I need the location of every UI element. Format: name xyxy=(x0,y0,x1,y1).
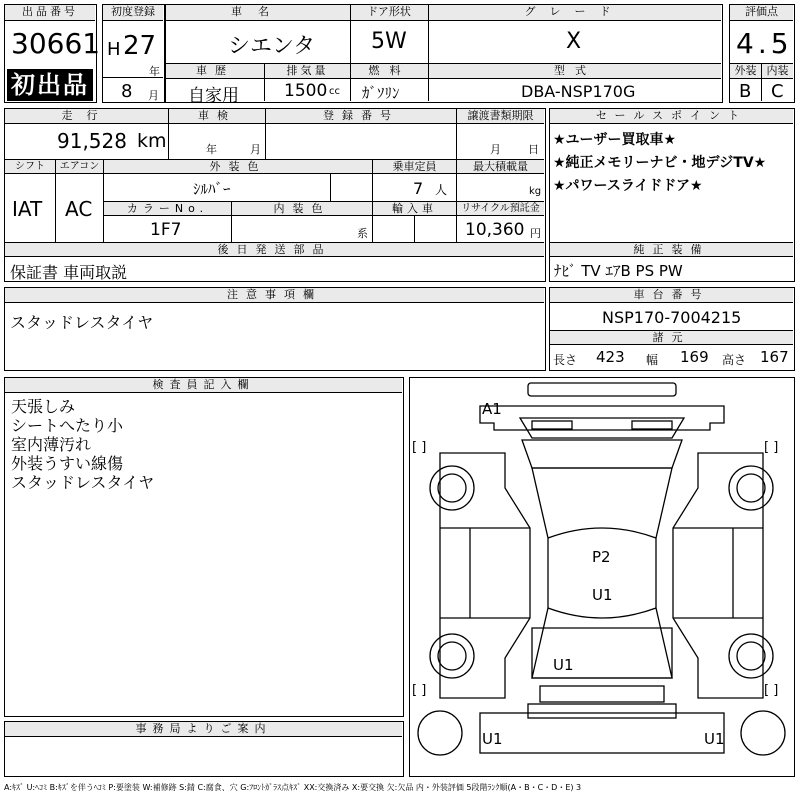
bracket-br: [ ] xyxy=(764,683,779,698)
score-value: 4.5 xyxy=(736,27,793,60)
grade-label: グレード xyxy=(428,5,721,21)
colorno-value: 1F7 xyxy=(150,220,182,240)
recycle-unit: 円 xyxy=(530,227,541,240)
model-value: DBA-NSP170G xyxy=(521,82,636,101)
mileage-value: 91,528 xyxy=(57,129,127,153)
mark-u1-left: U1 xyxy=(482,730,503,748)
intcolor-label: 内装色 xyxy=(232,202,372,216)
door-label: ドア形状 xyxy=(350,5,428,21)
year: 27 xyxy=(123,31,157,61)
bracket-tr: [ ] xyxy=(764,440,779,455)
later-label: 後日発送部品 xyxy=(5,243,544,257)
door-value: 5W xyxy=(371,29,407,54)
capacity-value: 7 xyxy=(413,179,424,198)
mark-u1-rear: U1 xyxy=(553,656,574,674)
later-value: 保証書 車両取説 xyxy=(10,263,128,282)
grade-value: X xyxy=(566,29,582,54)
score-box xyxy=(729,4,795,103)
sales-line-3: ★パワースライドドア★ xyxy=(553,178,703,194)
sales-line-2: ★純正メモリーナビ・地デジTV★ xyxy=(553,155,767,171)
mark-u1-right: U1 xyxy=(704,730,725,748)
plate-label: 登録番号 xyxy=(266,109,456,124)
mark-a1: A1 xyxy=(482,400,502,418)
ac-value: AC xyxy=(65,197,93,221)
load-unit: kg xyxy=(529,186,542,197)
score-label: 評価点 xyxy=(730,5,793,21)
mileage-label: 走行 xyxy=(5,109,168,124)
car-diagram xyxy=(410,378,793,775)
sales-line-1: ★ユーザー買取車★ xyxy=(553,132,677,148)
equip-label: 純正装備 xyxy=(550,243,793,257)
inspector-box xyxy=(4,377,404,717)
transfer-month-unit: 月 xyxy=(490,143,501,156)
color-value: ｼﾙﾊﾞｰ xyxy=(193,180,231,198)
month-unit: 月 xyxy=(148,89,159,102)
shift-label: シフト xyxy=(5,160,55,174)
inspector-lines xyxy=(11,397,154,492)
recycle-value: 10,360 xyxy=(465,220,525,240)
fuel-value: ｶﾞｿﾘﾝ xyxy=(362,84,400,102)
displacement-value: 1500 xyxy=(284,81,328,101)
year-unit: 年 xyxy=(149,65,160,78)
lot-number: 30661 xyxy=(11,27,101,60)
equip-value: ﾅﾋﾞ TV ｴｱB PS PW xyxy=(554,262,683,280)
width-label: 幅 xyxy=(646,353,659,367)
capacity-label: 乗車定員 xyxy=(373,160,456,174)
intcolor-unit: 系 xyxy=(357,227,368,240)
transfer-label: 譲渡書類期限 xyxy=(457,109,544,124)
office-box xyxy=(4,721,404,777)
inspection-label: 車検 xyxy=(169,109,265,124)
first-reg-box xyxy=(102,4,165,103)
inspector-line: スタッドレスタイヤ xyxy=(11,473,155,492)
interior-label: 内装 xyxy=(762,64,793,79)
inspector-line: 外装うすい線傷 xyxy=(11,454,124,473)
inspector-line: 室内薄汚れ xyxy=(11,435,92,454)
capacity-unit: 人 xyxy=(435,183,448,197)
first-reg-label: 初度登録 xyxy=(103,5,163,21)
bracket-tl: [ ] xyxy=(412,440,427,455)
notes-value: スタッドレスタイヤ xyxy=(10,313,154,332)
car-diagram-box xyxy=(409,377,795,777)
name-label: 車名 xyxy=(166,5,350,21)
height-value: 167 xyxy=(760,348,789,366)
ac-label: エアコン xyxy=(56,160,103,174)
width-value: 169 xyxy=(680,348,709,366)
history-value: 自家用 xyxy=(188,86,239,106)
bracket-bl: [ ] xyxy=(412,683,427,698)
height-label: 高さ xyxy=(722,353,747,367)
notes-box xyxy=(4,287,546,371)
length-label: 長さ xyxy=(553,353,578,367)
transfer-day-unit: 日 xyxy=(528,143,539,156)
recycle-label: リサイクル預託金 xyxy=(457,202,544,216)
chassis-box xyxy=(549,287,795,371)
sales-label: セールスポイント xyxy=(550,109,793,124)
chassis-value: NSP170-7004215 xyxy=(602,308,742,327)
spec-box xyxy=(165,4,723,106)
model-label: 型式 xyxy=(429,64,721,79)
lot-box xyxy=(4,4,101,103)
exterior-label: 外装 xyxy=(730,64,761,79)
dims-label: 諸元 xyxy=(550,331,793,345)
load-label: 最大積載量 xyxy=(457,160,544,174)
detail-box xyxy=(4,108,546,282)
inspector-label: 検査員記入欄 xyxy=(5,378,402,393)
mark-u1-center: U1 xyxy=(592,586,613,604)
inspector-line: 天張しみ xyxy=(11,397,76,416)
shift-value: IAT xyxy=(12,197,43,221)
lot-label: 出品番号 xyxy=(5,5,95,21)
colorno-label: カラーNo. xyxy=(104,202,231,216)
inspection-month-unit: 月 xyxy=(250,143,261,156)
legend: A:ｷｽﾞ U:ﾍｺﾐ B:ｷｽﾞを伴うﾍｺﾐ P:要塗装 W:補修跡 S:錆 C:腐食、穴 G:ﾌﾛﾝﾄｶﾞﾗｽ点ｷｽﾞ XX:交換済み X:要交換 欠:欠品 内・外装評価 5段階ﾗﾝｸ順(A・B・C・D・E) 3 xyxy=(4,783,582,792)
inspection-year-unit: 年 xyxy=(206,143,217,156)
first-time-badge: 初出品 xyxy=(7,69,93,101)
month: 8 xyxy=(121,81,133,102)
interior-value: C xyxy=(771,81,784,102)
inspector-line: シートへたり小 xyxy=(11,416,124,435)
import-label: 輸入車 xyxy=(373,202,456,216)
fuel-label: 燃料 xyxy=(351,64,428,79)
length-value: 423 xyxy=(596,348,625,366)
notes-label: 注意事項欄 xyxy=(5,288,544,303)
history-label: 車歴 xyxy=(166,64,264,79)
mileage-unit: km xyxy=(137,130,167,152)
car-name: シエンタ xyxy=(228,34,316,59)
color-label: 外装色 xyxy=(104,160,372,174)
era: H xyxy=(107,39,121,60)
displacement-label: 排気量 xyxy=(265,64,350,79)
office-label: 事務局よりご案内 xyxy=(5,722,402,737)
displacement-unit: cc xyxy=(329,86,340,97)
sales-box xyxy=(549,108,795,282)
chassis-label: 車台番号 xyxy=(550,288,793,303)
mark-p2: P2 xyxy=(592,548,611,566)
exterior-value: B xyxy=(739,81,752,102)
